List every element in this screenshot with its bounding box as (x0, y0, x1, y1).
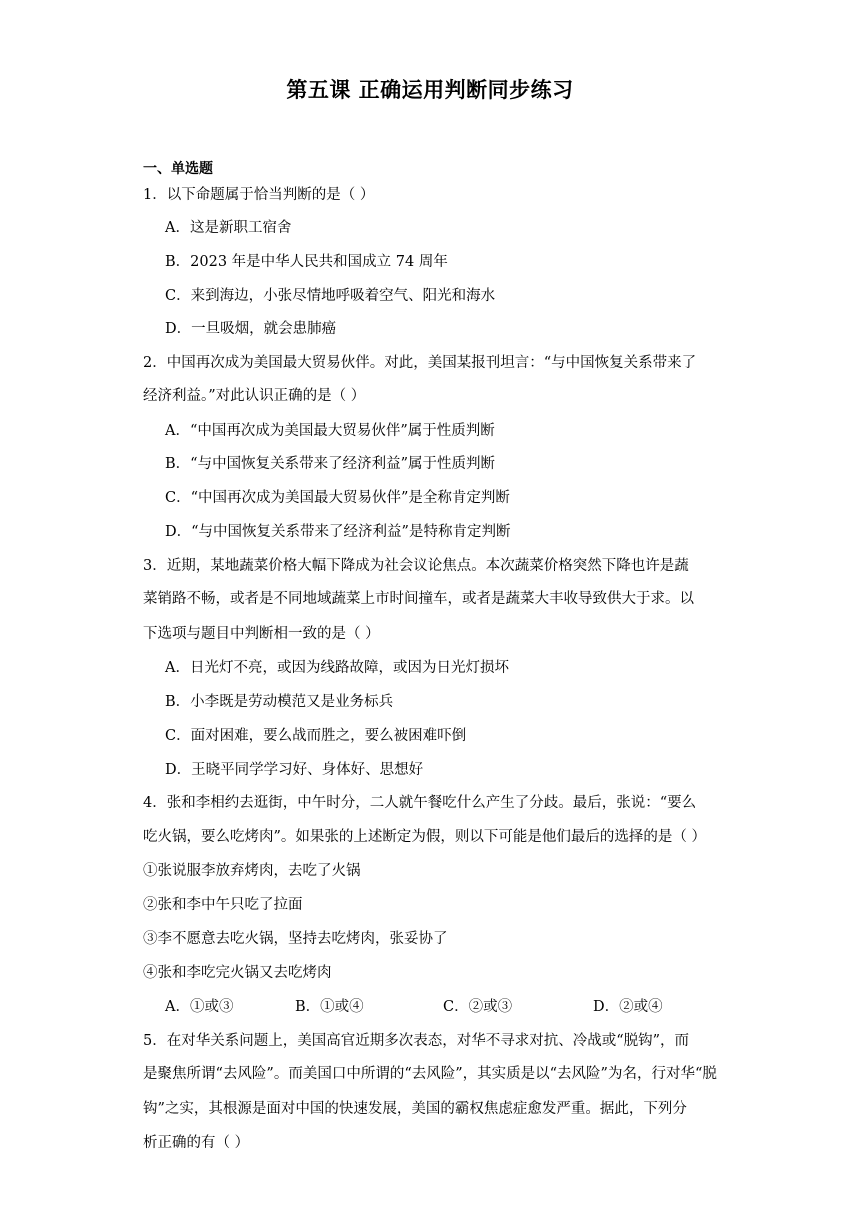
question-4-item-2: ②张和李中午只吃了拉面 (143, 897, 303, 913)
question-3-option-a: A．日光灯不亮，或因为线路故障，或因为日光灯损坏 (165, 660, 509, 676)
question-2-stem-line1: 2．中国再次成为美国最大贸易伙伴。对此，美国某报刊坦言：“与中国恢复关系带来了 (143, 355, 697, 371)
question-2-option-d: D．“与中国恢复关系带来了经济利益”是特称肯定判断 (165, 524, 511, 540)
question-4-stem-line1: 4．张和李相约去逛街，中午时分，二人就午餐吃什么产生了分歧。最后，张说：“要么 (143, 795, 697, 811)
question-4-stem-line2: 吃火锅，要么吃烤肉”。如果张的上述断定为假，则以下可能是他们最后的选择的是（ ） (143, 829, 707, 845)
question-4-item-4: ④张和李吃完火锅又去吃烤肉 (143, 965, 332, 981)
question-4-option-a: A．①或③ (165, 999, 234, 1015)
question-1-option-d: D．一旦吸烟，就会患肺癌 (165, 321, 337, 337)
question-2-option-c: C．“中国再次成为美国最大贸易伙伴”是全称肯定判断 (165, 490, 510, 506)
question-1-option-a: A．这是新职工宿舍 (165, 220, 292, 236)
question-1-stem: 1．以下命题属于恰当判断的是（ ） (143, 187, 375, 203)
question-5-stem-line1: 5．在对华关系问题上，美国高官近期多次表态，对华不寻求对抗、冷战或“脱钩”，而 (143, 1033, 690, 1049)
section-heading: 一、单选题 (143, 161, 213, 177)
page-title: 第五课 正确运用判断同步练习 (286, 78, 574, 102)
question-4-option-b: B．①或④ (295, 999, 364, 1015)
question-3-stem-line1: 3．近期，某地蔬菜价格大幅下降成为社会议论焦点。本次蔬菜价格突然下降也许是蔬 (143, 558, 689, 574)
question-3-option-d: D．王晓平同学学习好、身体好、思想好 (165, 762, 424, 778)
question-3-stem-line2: 菜销路不畅，或者是不同地域蔬菜上市时间撞车，或者是蔬菜大丰收导致供大于求。以 (143, 591, 694, 607)
question-1-option-c: C．来到海边，小张尽情地呼吸着空气、阳光和海水 (165, 288, 496, 304)
question-5-stem-line2: 是聚焦所谓“去风险”。而美国口中所谓的“去风险”，其实质是以“去风险”为名，行对华“脱 (143, 1066, 717, 1082)
question-4-option-c: C．②或③ (443, 999, 513, 1015)
question-5-stem-line3: 钩”之实，其根源是面对中国的快速发展，美国的霸权焦虑症愈发严重。据此，下列分 (143, 1101, 687, 1117)
question-4-item-3: ③李不愿意去吃火锅，坚持去吃烤肉，张妥协了 (143, 931, 448, 947)
question-4-item-1: ①张说服李放弃烤肉，去吃了火锅 (143, 863, 361, 879)
question-3-stem-line3: 下选项与题目中判断相一致的是（ ） (143, 626, 380, 642)
question-5-stem-line4: 析正确的有（ ） (143, 1135, 250, 1151)
question-3-option-b: B．小李既是劳动模范又是业务标兵 (165, 694, 394, 710)
question-1-option-b: B．2023 年是中华人民共和国成立 74 周年 (165, 254, 448, 270)
question-3-option-c: C．面对困难，要么战而胜之，要么被困难吓倒 (165, 728, 467, 744)
question-2-option-b: B．“与中国恢复关系带来了经济利益”属于性质判断 (165, 456, 495, 472)
question-2-option-a: A．“中国再次成为美国最大贸易伙伴”属于性质判断 (165, 423, 495, 439)
question-2-stem-line2: 经济利益。”对此认识正确的是（ ） (143, 388, 366, 404)
question-4-option-d: D．②或④ (593, 999, 663, 1015)
